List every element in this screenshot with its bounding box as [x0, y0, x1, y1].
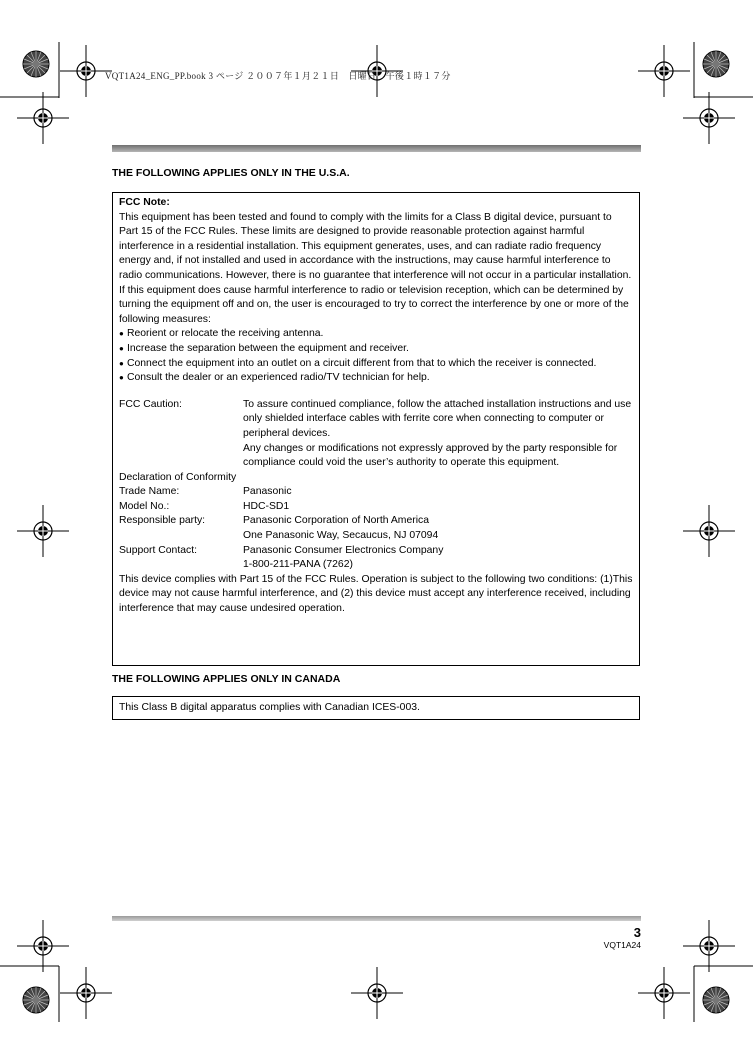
model-label: Model No.:: [119, 500, 170, 512]
crosshair-bottom-2: [351, 967, 403, 1019]
star-target-top-right: [703, 51, 729, 77]
top-rule: [112, 145, 641, 152]
canada-text: This Class B digital apparatus complies with Canadian ICES-003.: [119, 702, 420, 713]
measures-list: [119, 327, 633, 385]
responsible-party-row: [119, 514, 633, 543]
print-header: VQT1A24_ENG_PP.book 3 ページ ２００７年１月２１日 日曜日 午後１時１７分: [105, 71, 451, 81]
crosshair-right-mid: [683, 505, 735, 557]
crosshair-bottom-1: [60, 967, 112, 1019]
fcc-note-text: This equipment has been tested and found to comply with the limits for a Class B digital device, pursuant to Part 15 of the FCC Rules. These limits are designed to provide reasonable protection against harmful interference in a residential installation. This equipment generates, uses, and can radiate radio frequency energy and, if not installed and used in accordance with the instructions, may cause harmful interference to radio communications. However, there is no guarantee that interference will not occur in a particular installation. If this equipment does cause harmful interference to radio or television reception, which can be determined by turning the equipment off and on, the user is encouraged to try to correct the interference by one or more of the following measures:: [119, 211, 632, 325]
canada-box: [112, 696, 640, 720]
bottom-rule: [112, 916, 641, 921]
star-target-bottom-left: [23, 987, 49, 1013]
responsible-name: Panasonic Corporation of North America: [243, 515, 429, 527]
declaration-heading: Declaration of Conformity: [119, 471, 237, 483]
trade-name-value: Panasonic: [243, 486, 292, 498]
fcc-caution-text-1: To assure continued compliance, follow the attached installation instructions and use only shielded interface cables with ferrite core when connecting to computer or peripheral devices.: [243, 398, 632, 439]
fcc-caution-row: [119, 398, 633, 471]
trade-name-label: Trade Name:: [119, 486, 180, 498]
fcc-note-title: FCC Note:: [119, 197, 170, 208]
crosshair-top-3: [638, 45, 690, 97]
fcc-box: [112, 192, 640, 666]
model-value: HDC-SD1: [243, 500, 290, 512]
fcc-caution-label: FCC Caution:: [119, 398, 182, 410]
fcc-caution-text-2: Any changes or modifications not expressly approved by the party responsible for compliance could void the user’s authority to operate this equipment.: [243, 442, 618, 469]
star-target-bottom-right: [703, 987, 729, 1013]
responsible-address: One Panasonic Way, Secaucus, NJ 07094: [243, 530, 439, 542]
list-item: ● Reorient or relocate the receiving antenna.: [119, 327, 633, 342]
canada-heading: THE FOLLOWING APPLIES ONLY IN CANADA: [112, 673, 341, 685]
list-item: ● Connect the equipment into an outlet on a circuit different from that to which the receiver is connected.: [119, 357, 633, 372]
trade-name-row: [119, 485, 633, 500]
list-item: ● Consult the dealer or an experienced radio/TV technician for help.: [119, 371, 633, 386]
crosshair-bottom-3: [638, 967, 690, 1019]
crosshair-right-bottom: [683, 920, 735, 972]
compliance-text: This device complies with Part 15 of the FCC Rules. Operation is subject to the following two conditions: (1)This device may not cause harmful interference, and (2) this device must accept any interference received, including interference that may cause undesired operation.: [119, 573, 633, 615]
usa-heading: THE FOLLOWING APPLIES ONLY IN THE U.S.A.: [112, 167, 350, 179]
document-code: VQT1A24: [603, 940, 641, 950]
responsible-label: Responsible party:: [119, 515, 206, 527]
crosshair-left-top: [17, 92, 69, 144]
crosshair-left-bottom: [17, 920, 69, 972]
support-name: Panasonic Consumer Electronics Company: [243, 544, 444, 556]
support-phone: 1-800-211-PANA (7262): [243, 559, 353, 571]
star-target-top-left: [23, 51, 49, 77]
crosshair-left-mid: [17, 505, 69, 557]
support-label: Support Contact:: [119, 544, 197, 556]
list-item: ● Increase the separation between the equipment and receiver.: [119, 342, 633, 357]
support-contact-row: [119, 544, 633, 573]
page-number: 3: [633, 925, 641, 940]
crosshair-right-top: [683, 92, 735, 144]
model-row: [119, 500, 633, 515]
